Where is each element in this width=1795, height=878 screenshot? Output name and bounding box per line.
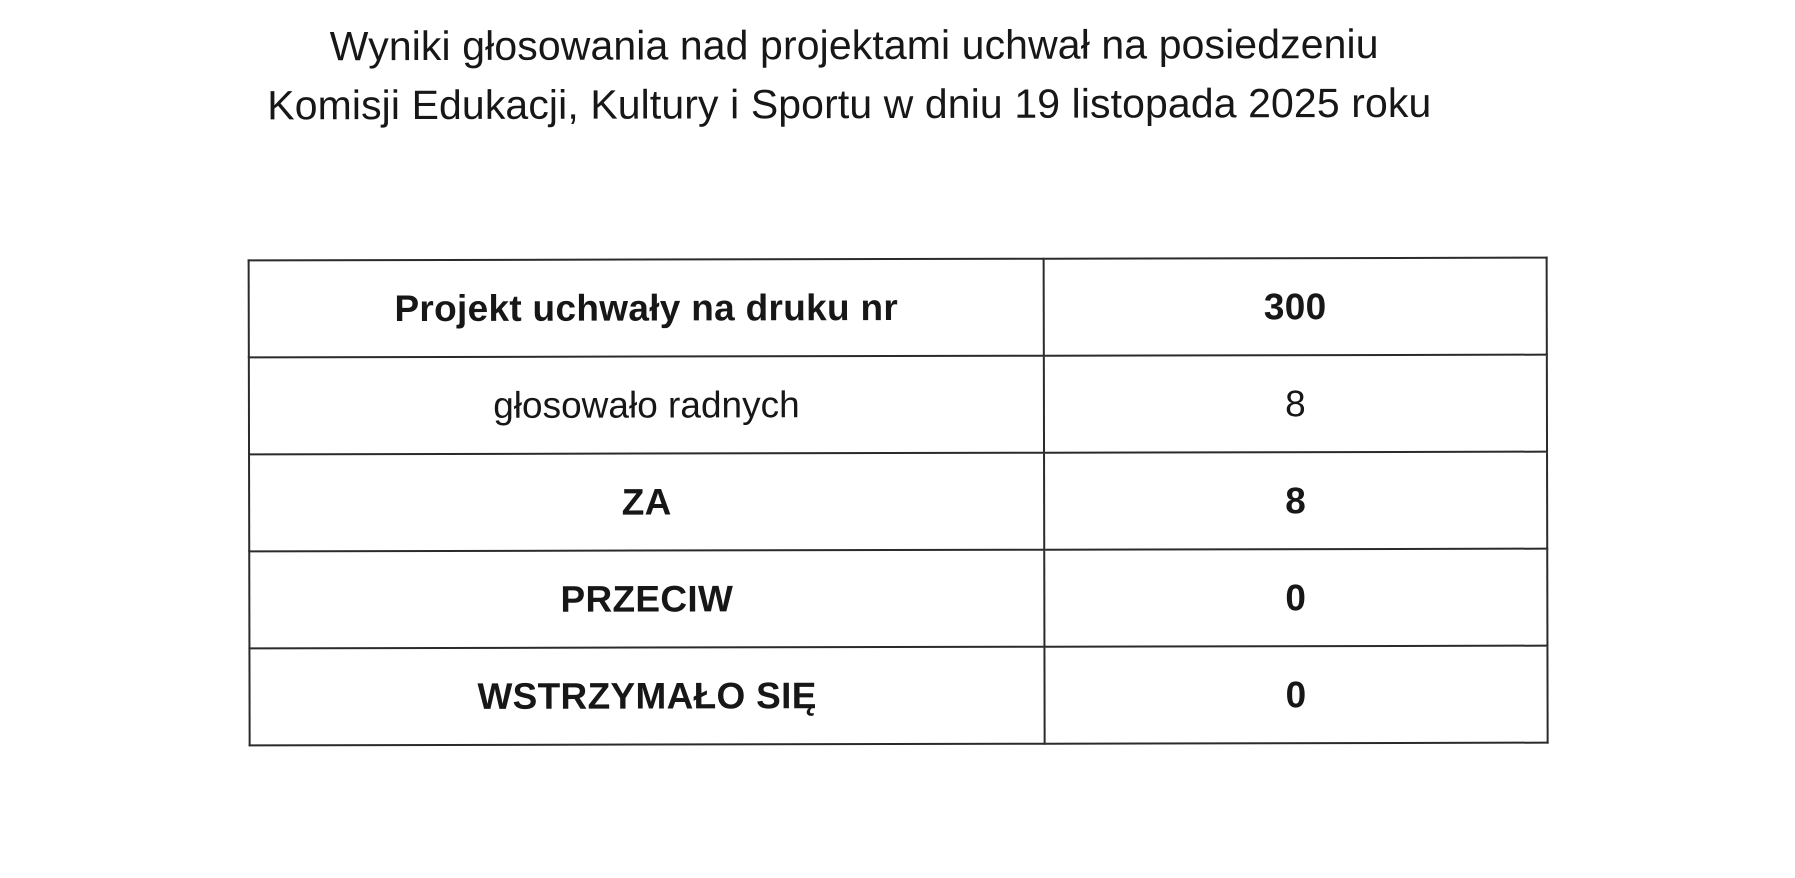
table-row [249, 452, 1547, 552]
row-label-for: ZA [249, 453, 1044, 552]
row-label-voted-councillors: głosowało radnych [249, 356, 1044, 455]
table-row [249, 549, 1547, 649]
voting-results-table [248, 257, 1549, 747]
table-row [249, 258, 1547, 358]
table-row [249, 646, 1547, 746]
row-value-abstained: 0 [1044, 646, 1547, 744]
row-value-draft-number: 300 [1044, 258, 1547, 356]
page-title [0, 14, 1699, 136]
row-value-against: 0 [1044, 549, 1547, 647]
row-label-abstained: WSTRZYMAŁO SIĘ [249, 647, 1044, 746]
table-row [249, 355, 1547, 455]
row-label-against: PRZECIW [249, 550, 1044, 649]
row-label-draft-number: Projekt uchwały na druku nr [249, 259, 1044, 358]
row-value-voted-councillors: 8 [1044, 355, 1547, 453]
row-value-for: 8 [1044, 452, 1547, 550]
page-title-line-2: Komisji Edukacji, Kultury i Sportu w dniu 19 listopada 2025 roku [267, 80, 1432, 129]
page-title-line-1: Wyniki głosowania nad projektami uchwał na posiedzeniu [329, 20, 1379, 70]
